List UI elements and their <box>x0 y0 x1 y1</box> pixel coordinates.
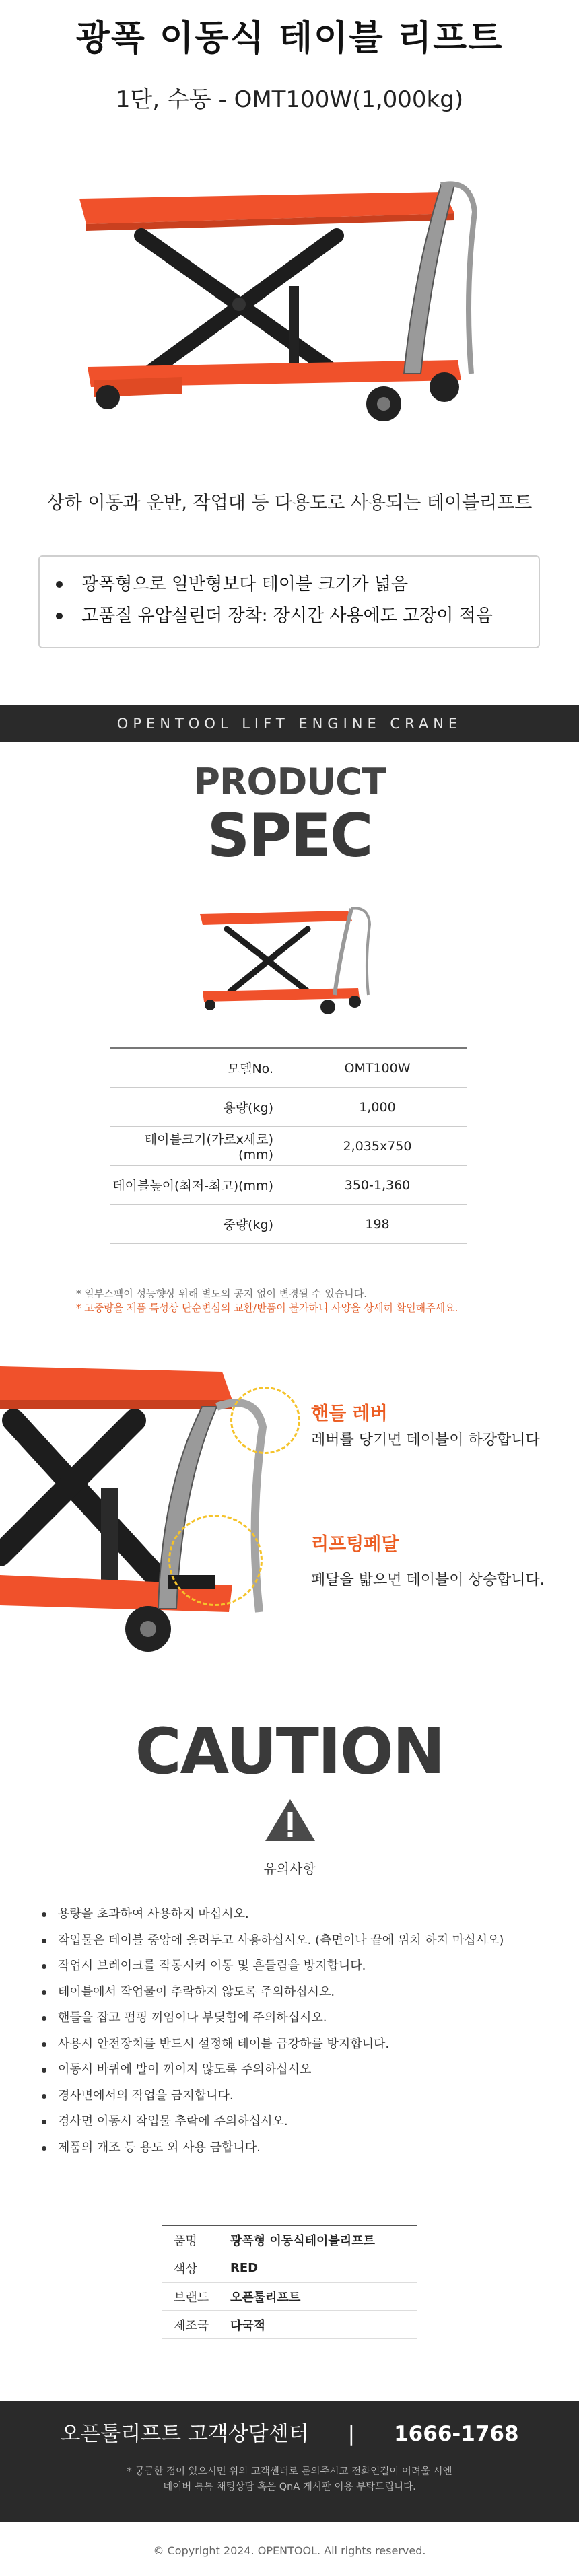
info-value: 다국적 <box>230 2318 266 2333</box>
spec-value: 1,000 <box>359 1099 396 1115</box>
footer-separator: | <box>347 2422 355 2446</box>
spec-row <box>110 1127 467 1166</box>
spec-warning-note: * 고중량을 제품 특성상 단순변심의 교환/반품이 불가하니 사양을 상세히 확인해주세요. <box>76 1302 458 1314</box>
spec-key: 테이블높이(최저-최고)(mm) <box>112 1179 273 1193</box>
feature-item: 고품질 유압실린더 장착: 장시간 사용에도 고장이 적음 <box>81 600 539 632</box>
caution-item: 용량을 초과하여 사용하지 마십시오. <box>42 1902 553 1928</box>
callout-title-handle-lever: 핸들 레버 <box>311 1403 388 1424</box>
caution-item: 제품의 개조 등 용도 외 사용 금합니다. <box>42 2135 553 2161</box>
copyright: © Copyright 2024. OPENTOOL. All rights reserved. <box>153 2544 426 2557</box>
spec-key: 중량(kg) <box>223 1218 273 1232</box>
feature-box <box>38 555 540 648</box>
spec-key: 테이블크기(가로x세로)(mm) <box>144 1132 273 1162</box>
spec-row <box>110 1166 467 1205</box>
info-key: 브랜드 <box>174 2290 209 2305</box>
customer-center <box>0 2416 579 2447</box>
customer-center-label: 오픈툴리프트 고객상담센터 <box>60 2422 309 2446</box>
caution-item: 이동시 바퀴에 발이 끼이지 않도록 주의하십시오 <box>42 2057 553 2083</box>
product-info-row <box>162 2254 417 2283</box>
spec-note: * 일부스펙이 성능향상 위해 별도의 공지 없이 변경될 수 있습니다. <box>76 1288 367 1300</box>
info-value: RED <box>230 2261 259 2275</box>
product-info-row <box>162 2226 417 2254</box>
caution-heading: CAUTION <box>135 1715 444 1788</box>
caution-item: 테이블에서 작업물이 추락하지 않도록 주의하십시오. <box>42 1980 553 2006</box>
caution-subtitle: 유의사항 <box>263 1860 316 1877</box>
spec-key: 모델No. <box>227 1061 273 1076</box>
callout-desc-lifting-pedal: 페달을 밟으면 테이블이 상승합니다. <box>311 1572 545 1589</box>
spec-table <box>110 1047 467 1244</box>
caution-item: 사용시 안전장치를 반드시 설정해 테이블 급강하를 방지합니다. <box>42 2031 553 2058</box>
spec-value: 350-1,360 <box>344 1177 411 1193</box>
customer-center-phone[interactable]: 1666-1768 <box>394 2422 519 2446</box>
info-key: 제조국 <box>174 2318 209 2333</box>
callout-title-lifting-pedal: 리프팅페달 <box>311 1534 399 1555</box>
info-value: 광폭형 이동식테이블리프트 <box>230 2233 375 2248</box>
spec-heading-product: PRODUCT <box>193 761 386 803</box>
callout-desc-handle-lever: 레버를 당기면 테이블이 하강합니다 <box>311 1432 540 1449</box>
product-info-table <box>162 2225 417 2339</box>
spec-value: OMT100W <box>344 1060 411 1076</box>
product-hero-image <box>67 172 512 441</box>
page-subtitle: 1단, 수동 - OMT100W(1,000kg) <box>115 86 464 113</box>
info-key: 품명 <box>174 2233 197 2248</box>
footer-note: * 궁금한 점이 있으시면 위의 고객센터로 문의주시고 전화연결이 어려울 시엔 <box>127 2466 452 2477</box>
caution-item: 핸들을 잡고 펌핑 끼임이나 부딪힘에 주의하십시오. <box>42 2005 553 2031</box>
info-value: 오픈툴리프트 <box>230 2290 301 2305</box>
product-description: 상하 이동과 운반, 작업대 등 다용도로 사용되는 테이블리프트 <box>46 493 533 514</box>
caution-item: 작업물은 테이블 중앙에 올려두고 사용하십시오. (측면이나 끝에 위치 하지 마십시오) <box>42 1928 553 1954</box>
caution-list <box>42 1902 553 2161</box>
lifting-pedal-callout <box>168 1515 263 1606</box>
caution-item: 경사면에서의 작업을 금지합니다. <box>42 2083 553 2110</box>
spec-heading-spec: SPEC <box>207 801 372 870</box>
spec-value: 198 <box>365 1216 390 1232</box>
page-title: 광폭 이동식 테이블 리프트 <box>75 18 504 59</box>
spec-row <box>110 1049 467 1088</box>
caution-item: 작업시 브레이크를 작동시켜 이동 및 흔들림을 방지합니다. <box>42 1953 553 1980</box>
spec-key: 용량(kg) <box>223 1101 273 1115</box>
product-info-row <box>162 2311 417 2339</box>
warning-icon <box>264 1797 316 1843</box>
info-key: 색상 <box>174 2262 197 2276</box>
feature-item: 광폭형으로 일반형보다 테이블 크기가 넓음 <box>81 569 539 600</box>
spec-row <box>110 1088 467 1127</box>
brand-band: OPENTOOL LIFT ENGINE CRANE <box>0 705 579 742</box>
spec-product-image <box>193 901 386 1024</box>
caution-item: 경사면 이동시 작업물 추락에 주의하십시오. <box>42 2109 553 2135</box>
footer-note: 네이버 톡톡 채팅상담 혹은 QnA 게시판 이용 부탁드립니다. <box>163 2482 416 2493</box>
product-info-row <box>162 2283 417 2311</box>
spec-row <box>110 1205 467 1244</box>
handle-lever-callout <box>230 1387 300 1454</box>
spec-value: 2,035x750 <box>343 1138 412 1154</box>
